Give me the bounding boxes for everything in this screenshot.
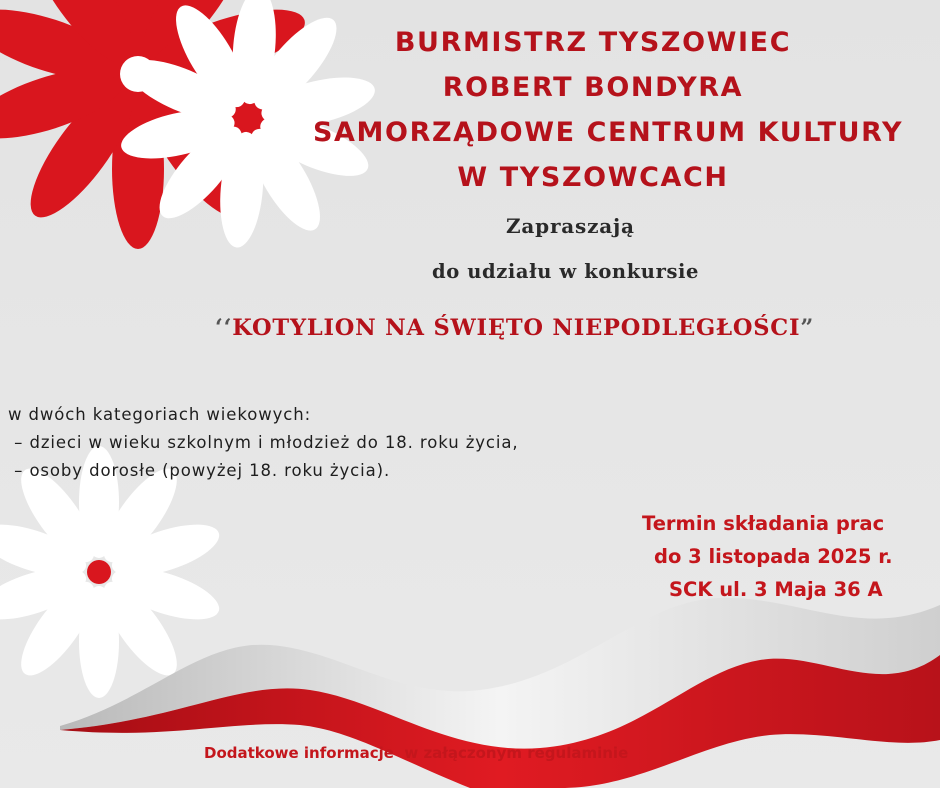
category-item: – dzieci w wieku szkolnym i młodzież do 18. roku życia, <box>8 433 519 452</box>
deadline-address: SCK ul. 3 Maja 36 A <box>669 578 883 601</box>
categories-list <box>8 401 519 485</box>
invite-text: Zapraszają <box>506 214 635 238</box>
category-item: – osoby dorosłe (powyżej 18. roku życia). <box>8 461 391 480</box>
organizer-line: W TYSZOWCACH <box>457 162 729 193</box>
organizer-line: ROBERT BONDYRA <box>442 72 744 103</box>
organizer-line: BURMISTRZ TYSZOWIEC <box>394 27 792 58</box>
close-quote: ” <box>800 315 815 341</box>
deadline-date: do 3 listopada 2025 r. <box>654 545 893 568</box>
footer-info: Dodatkowe informacje w załączonym regulaminie <box>204 744 629 762</box>
deadline-heading: Termin składania prac <box>642 512 885 535</box>
contest-title <box>215 315 814 341</box>
contest-name: KOTYLION NA ŚWIĘTO NIEPODLEGŁOŚCI <box>232 315 801 341</box>
categories-intro: w dwóch kategoriach wiekowych: <box>8 405 312 424</box>
open-quote: ‘‘ <box>215 315 233 341</box>
organizer-line: SAMORZĄDOWE CENTRUM KULTURY <box>313 117 904 148</box>
invite-detail-text: do udziału w konkursie <box>432 260 700 283</box>
